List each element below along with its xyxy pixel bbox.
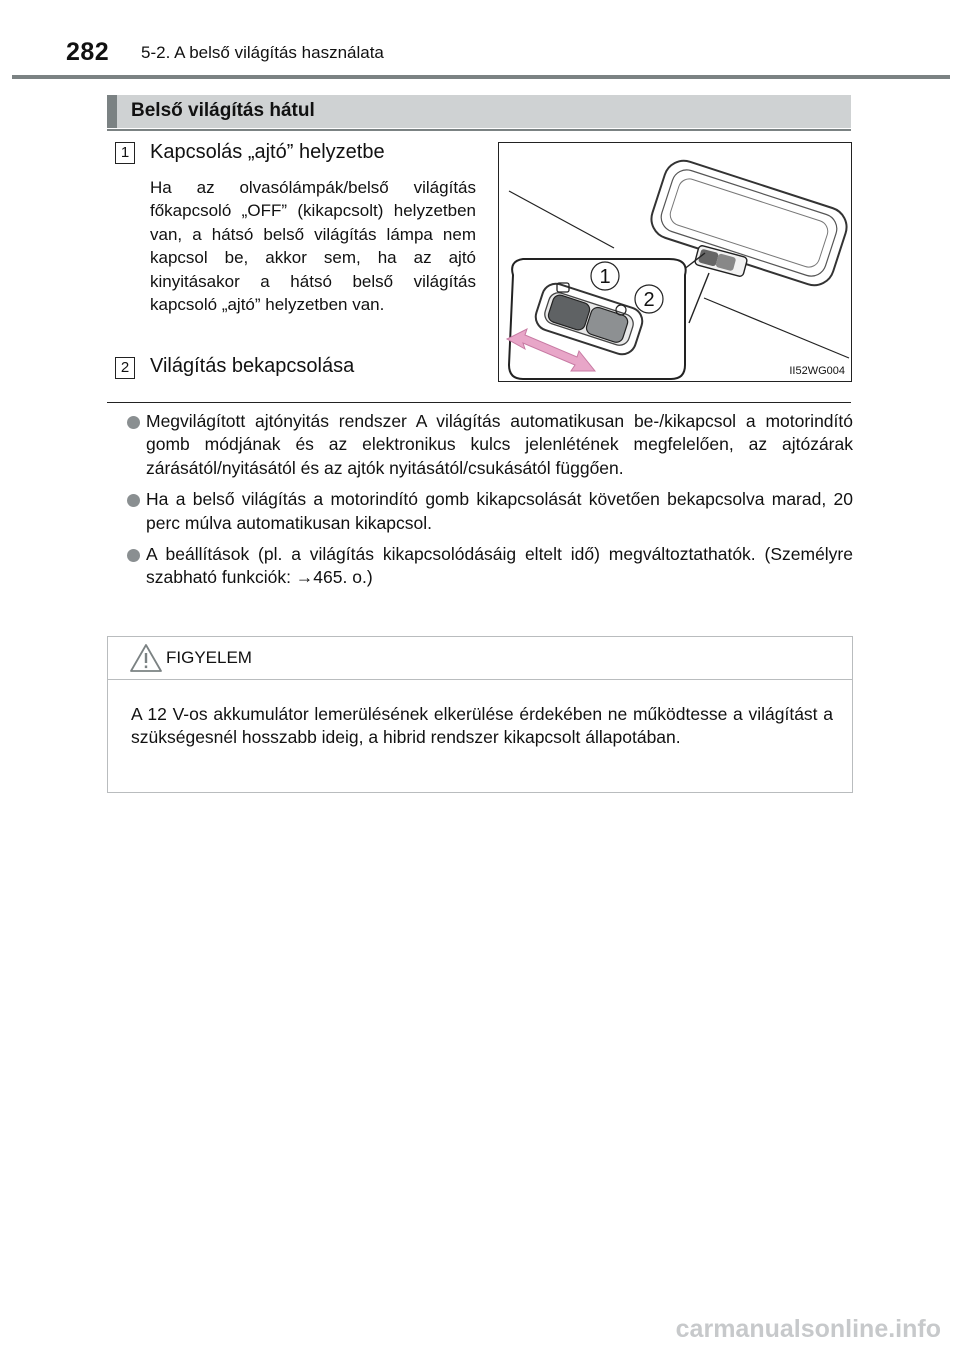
bullet-dot-icon [127, 549, 140, 562]
item-number-1: 1 [115, 142, 135, 164]
section-title: Belső világítás hátul [131, 100, 315, 121]
item-title-1: Kapcsolás „ajtó” helyzetbe [150, 141, 385, 163]
bullet-text: Ha a belső világítás a motorindító gomb kikapcsolását követően bekapcsolva marad, 20 perc múlva automatikusan kikapcsol. [146, 489, 853, 533]
list-item [127, 488, 853, 535]
header-rule [12, 75, 950, 79]
bullet-dot-icon [127, 494, 140, 507]
section-divider [107, 402, 851, 403]
switch-illustration [498, 142, 852, 382]
item-number-2: 2 [115, 357, 135, 379]
callout-1: 1 [599, 266, 611, 288]
bullet-text: Megvilágított ajtónyitás rendszer A világítás automatikusan be-/kikapcsol a motorindító gomb módjának és az elektronikus kulcs jelenlétének megfelelően, az ajtózárak zárásától/nyitásától és az ajtók nyitásától/csukásától függően. [146, 411, 853, 478]
list-item [127, 410, 853, 480]
watermark: carmanualsonline.info [675, 1315, 941, 1343]
bullet-dot-icon [127, 416, 140, 429]
page-number: 282 [66, 38, 110, 66]
notes-list [127, 410, 853, 598]
warning-header [108, 637, 852, 680]
warning-triangle-icon [129, 643, 163, 678]
item-title-2: Világítás bekapcsolása [150, 355, 355, 377]
list-item [127, 543, 853, 590]
figure-code: II52WG004 [789, 365, 845, 377]
callout-2: 2 [643, 289, 655, 311]
chapter-title: 5-2. A belső világítás használata [141, 43, 384, 62]
bullet-text: A beállítások (pl. a világítás kikapcsolódásáig eltelt idő) megváltoztathatók. (Személyre szabható funkciók: →465. o.) [146, 544, 853, 588]
item-body-1: Ha az olvasólámpák/belső világítás főkapcsoló „OFF” (kikapcsolt) helyzetben van, a hátsó belső világítás lámpa nem kapcsol be, akkor sem, ha az ajtó kinyitásakor a hátsó belső világítás kapcsoló „ajtó” helyzetben van. [150, 178, 476, 315]
section-header [107, 95, 851, 128]
warning-title: FIGYELEM [166, 648, 252, 667]
warning-box [107, 636, 853, 793]
warning-text: A 12 V-os akkumulátor lemerülésének elkerülése érdekében ne működtesse a világítást a szükségesnél hosszabb ideig, a hibrid rendszer kikapcsolt állapotában. [131, 704, 833, 748]
